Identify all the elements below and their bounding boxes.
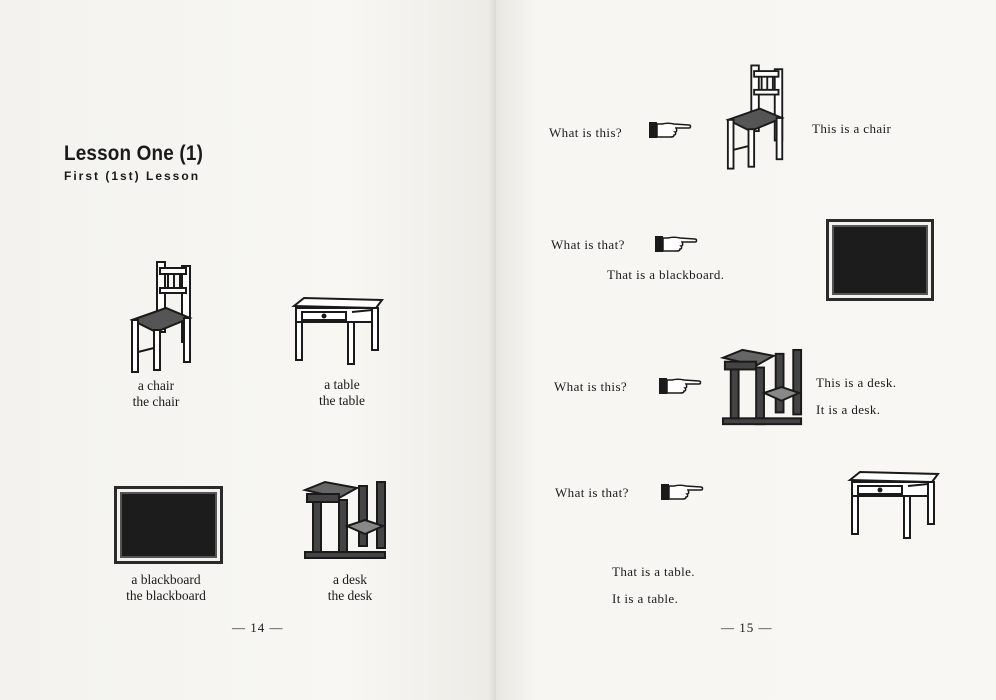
blackboard-icon <box>117 489 220 561</box>
lesson-subtitle: First (1st) Lesson <box>64 169 201 183</box>
chair-icon <box>130 260 194 375</box>
item-caption-line2: the blackboard <box>126 588 206 603</box>
blackboard-icon <box>829 222 931 298</box>
left-page <box>0 0 496 700</box>
answer-text: It is a table. <box>612 591 679 606</box>
question-text: What is this? <box>554 379 628 394</box>
item-caption-line2: the desk <box>327 588 373 603</box>
lesson-title: Lesson One (1) <box>64 142 204 165</box>
answer-text: That is a blackboard. <box>607 267 725 282</box>
item-caption-blackboard <box>118 572 214 604</box>
right-page <box>496 0 996 700</box>
pointing-hand-icon <box>648 120 692 140</box>
answer-text: That is a table. <box>612 564 695 579</box>
item-caption-line1: a blackboard <box>131 572 201 587</box>
item-caption-line1: a desk <box>332 572 368 587</box>
question-text: What is this? <box>549 125 623 140</box>
item-caption-line2: the table <box>318 393 366 408</box>
table-icon <box>292 296 384 368</box>
item-caption-table <box>310 377 374 409</box>
answer-text: This is a desk. <box>816 375 897 390</box>
pointing-hand-icon <box>660 482 704 502</box>
item-caption-line2: the chair <box>132 394 180 409</box>
question-text: What is that? <box>555 485 629 500</box>
table-icon <box>848 470 940 542</box>
page-number-right: — 15 — <box>721 620 773 635</box>
chair-icon <box>726 60 786 175</box>
pointing-hand-icon <box>654 234 698 254</box>
desk-icon <box>303 480 389 564</box>
desk-icon <box>721 346 805 432</box>
item-caption-line1: a table <box>324 377 360 392</box>
answer-text: This is a chair <box>812 121 892 136</box>
item-caption-desk <box>314 572 386 604</box>
item-caption-line1: a chair <box>137 378 175 393</box>
pointing-hand-icon <box>658 376 702 396</box>
answer-text: It is a desk. <box>816 402 881 417</box>
page-number-left: — 14 — <box>232 620 284 635</box>
question-text: What is that? <box>551 237 625 252</box>
item-caption-chair <box>124 378 188 410</box>
